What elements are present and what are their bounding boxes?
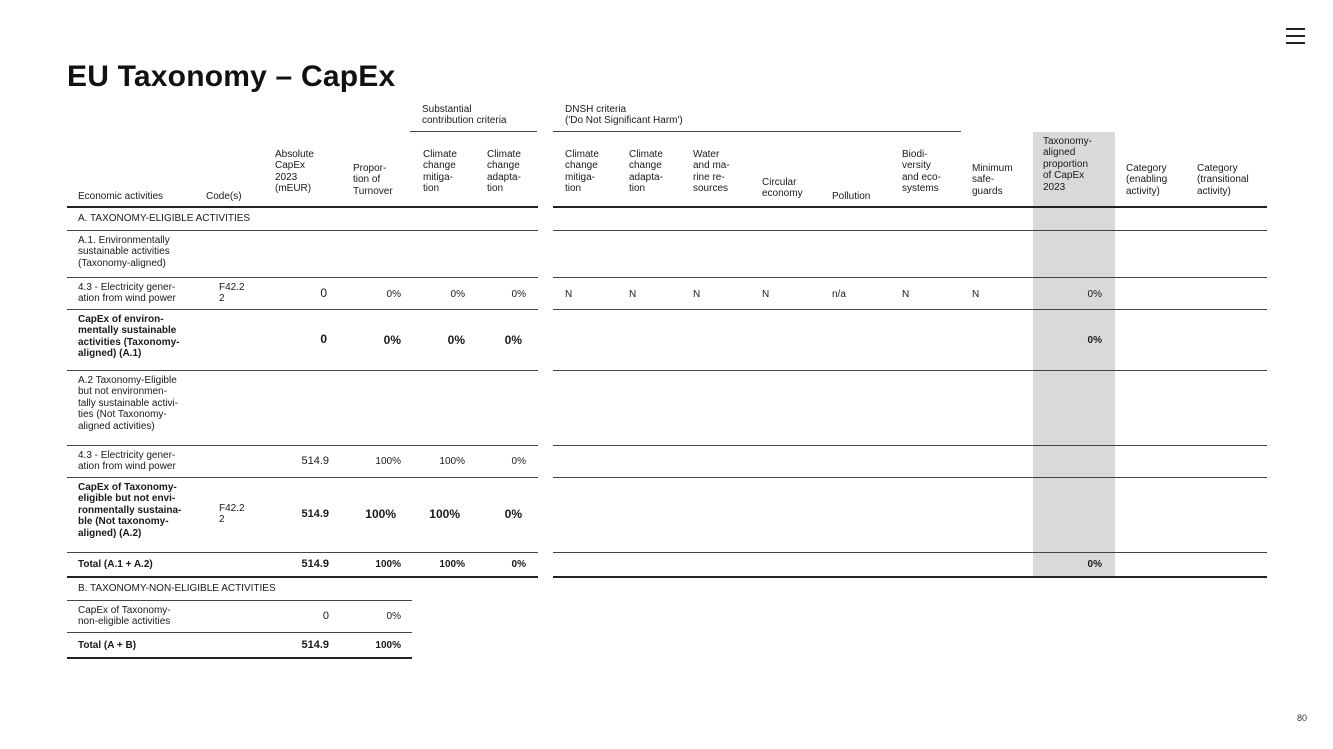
cell-sc-mitigation: 0% bbox=[447, 333, 465, 347]
cell-aligned: 0% bbox=[1087, 289, 1102, 300]
cell-sc-adaptation: 0% bbox=[504, 333, 522, 347]
cell-absolute: 514.9 bbox=[301, 639, 329, 651]
table-row-activity: Total (A.1 + A.2) bbox=[78, 559, 153, 570]
dnsh-group-rule bbox=[553, 131, 961, 132]
cell-pollution: n/a bbox=[832, 289, 846, 300]
final-rule bbox=[67, 657, 412, 659]
cell-safeguards: N bbox=[972, 289, 980, 300]
table-row-activity: 4.3 - Electricity gener- ation from wind power bbox=[78, 282, 176, 305]
header-rule-right bbox=[553, 206, 1267, 208]
row-rule bbox=[67, 309, 538, 310]
table-row-activity: Total (A + B) bbox=[78, 640, 137, 651]
cell-absolute: 0 bbox=[320, 286, 327, 300]
col-header-sc-adaptation: Climate change adapta- tion bbox=[487, 149, 521, 195]
cell-proportion: 100% bbox=[365, 507, 396, 521]
section-a2-rule bbox=[67, 445, 538, 446]
cell-absolute: 0 bbox=[322, 610, 329, 622]
cell-proportion: 100% bbox=[375, 559, 401, 570]
cell-absolute: 0 bbox=[320, 332, 327, 346]
page-number: 80 bbox=[1296, 713, 1307, 723]
table-row-code: F42.2 2 bbox=[219, 282, 245, 305]
row-rule-right bbox=[553, 370, 1267, 371]
cell-sc-adaptation: 0% bbox=[511, 289, 526, 300]
page-title: EU Taxonomy – CapEx bbox=[67, 60, 396, 93]
cell-proportion: 100% bbox=[375, 640, 401, 651]
table-row-activity: CapEx of Taxonomy- non-eligible activities bbox=[78, 605, 171, 628]
cell-dnsh-adaptation: N bbox=[629, 289, 637, 300]
cell-sc-mitigation: 100% bbox=[439, 559, 465, 570]
row-rule bbox=[67, 552, 538, 553]
header-rule bbox=[67, 206, 538, 208]
section-a2-rule-right bbox=[553, 445, 1267, 446]
section-a-label: A. TAXONOMY-ELIGIBLE ACTIVITIES bbox=[78, 213, 251, 224]
col-header-activities: Economic activities bbox=[78, 191, 164, 202]
substantial-group-rule bbox=[410, 131, 537, 132]
table-row-activity: CapEx of Taxonomy- eligible but not envi- ronmentally sustaina- ble (Not taxonomy- aligned) (A.2) bbox=[78, 482, 182, 539]
hamburger-menu-icon[interactable] bbox=[1286, 27, 1305, 45]
col-header-safeguards: Minimum safe- guards bbox=[972, 163, 1013, 197]
total-rule-right bbox=[553, 576, 1267, 578]
dnsh-criteria-group: DNSH criteria ('Do Not Significant Harm') bbox=[565, 104, 683, 127]
cell-sc-mitigation: 100% bbox=[429, 507, 460, 521]
cell-sc-mitigation: 100% bbox=[439, 456, 465, 467]
table-row-activity: 4.3 - Electricity gener- ation from wind power bbox=[78, 450, 176, 473]
section-a1-rule-right bbox=[553, 277, 1267, 278]
substantial-contribution-group: Substantial contribution criteria bbox=[422, 104, 507, 127]
col-header-category-transitional: Category (transitional activity) bbox=[1197, 163, 1249, 197]
row-rule bbox=[67, 370, 538, 371]
cell-absolute: 514.9 bbox=[301, 455, 329, 467]
cell-circular: N bbox=[762, 289, 770, 300]
table-row-activity: CapEx of environ- mentally sustainable activities (Taxonomy- aligned) (A.1) bbox=[78, 314, 180, 360]
section-a2-label: A.2 Taxonomy-Eligible but not environmen- tally sustainable activi- ties (Not Taxonomy- aligned activities) bbox=[78, 375, 179, 432]
section-a-rule-right bbox=[553, 230, 1267, 231]
col-header-sc-mitigation: Climate change mitiga- tion bbox=[423, 149, 457, 195]
cell-proportion: 0% bbox=[386, 611, 401, 622]
section-b-label: B. TAXONOMY-NON-ELIGIBLE ACTIVITIES bbox=[78, 583, 276, 594]
col-header-aligned-proportion: Taxonomy- aligned proportion of CapEx 2023 bbox=[1043, 136, 1092, 193]
cell-proportion: 0% bbox=[386, 289, 401, 300]
section-a1-rule bbox=[67, 277, 538, 278]
col-header-dnsh-adaptation: Climate change adapta- tion bbox=[629, 149, 663, 195]
cell-proportion: 0% bbox=[383, 333, 401, 347]
cell-proportion: 100% bbox=[375, 456, 401, 467]
row-rule-right bbox=[553, 552, 1267, 553]
cell-aligned: 0% bbox=[1087, 335, 1102, 346]
row-rule-right bbox=[553, 477, 1267, 478]
col-header-pollution: Pollution bbox=[832, 191, 871, 202]
cell-sc-adaptation: 0% bbox=[504, 507, 522, 521]
row-rule bbox=[67, 632, 412, 633]
cell-absolute: 514.9 bbox=[301, 558, 329, 570]
section-b-rule bbox=[67, 600, 412, 601]
col-header-biodiversity: Biodi- versity and eco- systems bbox=[902, 149, 941, 195]
table-row-code: F42.2 2 bbox=[219, 503, 245, 526]
cell-dnsh-mitigation: N bbox=[565, 289, 573, 300]
row-rule bbox=[67, 477, 538, 478]
cell-absolute: 514.9 bbox=[301, 508, 329, 520]
cell-sc-mitigation: 0% bbox=[450, 289, 465, 300]
section-a1-label: A.1. Environmentally sustainable activities (Taxonomy-aligned) bbox=[78, 235, 170, 269]
col-header-proportion: Propor- tion of Turnover bbox=[353, 163, 393, 197]
col-header-dnsh-mitigation: Climate change mitiga- tion bbox=[565, 149, 599, 195]
cell-water: N bbox=[693, 289, 701, 300]
cell-aligned: 0% bbox=[1087, 559, 1102, 570]
col-header-category-enabling: Category (enabling activity) bbox=[1126, 163, 1168, 197]
total-rule bbox=[67, 576, 538, 578]
row-rule-right bbox=[553, 309, 1267, 310]
col-header-codes: Code(s) bbox=[206, 191, 242, 202]
section-a-rule bbox=[67, 230, 538, 231]
cell-sc-adaptation: 0% bbox=[511, 559, 526, 570]
aligned-proportion-highlight bbox=[1033, 132, 1115, 576]
cell-biodiversity: N bbox=[902, 289, 910, 300]
cell-sc-adaptation: 0% bbox=[511, 456, 526, 467]
col-header-water: Water and ma- rine re- sources bbox=[693, 149, 730, 195]
col-header-circular: Circular economy bbox=[762, 177, 803, 200]
col-header-absolute: Absolute CapEx 2023 (mEUR) bbox=[275, 149, 314, 195]
